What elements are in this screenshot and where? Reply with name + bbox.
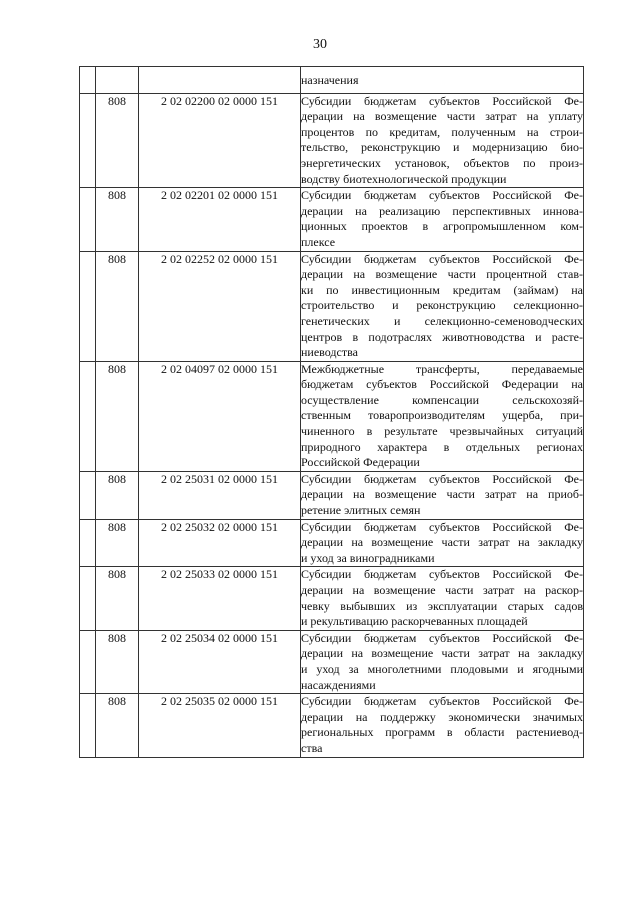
margin-cell xyxy=(80,630,96,693)
revenue-code-cell: 2 02 25034 02 0000 151 xyxy=(139,630,301,693)
name-line: чиненного в результате чрезвычайных ситуаций xyxy=(301,424,583,439)
name-line: бюджетам субъектов Российской Федерации на xyxy=(301,377,583,392)
admin-code-cell: 808 xyxy=(96,519,139,567)
name-line: ства xyxy=(301,740,323,755)
name-line: энергетических установок, объектов по произ- xyxy=(301,155,583,170)
name-line: водству биотехнологической продукции xyxy=(301,171,507,186)
revenue-code-cell: 2 02 02200 02 0000 151 xyxy=(139,93,301,188)
name-line: природного характера в отдельных регионах xyxy=(301,439,583,454)
margin-cell xyxy=(80,67,96,94)
table-row xyxy=(80,519,584,567)
margin-cell xyxy=(80,519,96,567)
name-line: осуществление компенсации сельскохозяй- xyxy=(301,392,583,407)
name-line: насаждениями xyxy=(301,677,376,692)
name-line: дерации на возмещение части затрат на приоб- xyxy=(301,487,583,502)
name-line: Межбюджетные трансферты, передаваемые xyxy=(301,361,583,376)
budget-classification-table xyxy=(79,66,584,758)
name-line: генетических и селекционно-семеноводческих xyxy=(301,313,583,328)
table-row xyxy=(80,251,584,361)
revenue-name-cell xyxy=(301,361,584,471)
name-line: дерации на возмещение части затрат на уплату xyxy=(301,109,583,124)
revenue-name-cell xyxy=(301,471,584,519)
name-line: Субсидии бюджетам субъектов Российской Фе- xyxy=(301,694,583,709)
name-line: Субсидии бюджетам субъектов Российской Фе- xyxy=(301,471,583,486)
revenue-name-cell xyxy=(301,67,584,94)
name-line: ционных проектов в агропромышленном ком- xyxy=(301,219,583,234)
table-row xyxy=(80,188,584,251)
table-row xyxy=(80,93,584,188)
revenue-name-cell xyxy=(301,694,584,757)
admin-code-cell: 808 xyxy=(96,251,139,361)
table-row xyxy=(80,67,584,94)
name-line: дерации на поддержку экономически значимых xyxy=(301,709,583,724)
revenue-code-cell: 2 02 25031 02 0000 151 xyxy=(139,471,301,519)
name-line: процентов по кредитам, полученным на строи- xyxy=(301,124,583,139)
revenue-code-cell: 2 02 25033 02 0000 151 xyxy=(139,567,301,630)
name-line: региональных программ в области растениевод- xyxy=(301,725,583,740)
margin-cell xyxy=(80,471,96,519)
revenue-name-cell xyxy=(301,567,584,630)
name-line: ки по инвестиционным кредитам (займам) на xyxy=(301,282,583,297)
table-row xyxy=(80,361,584,471)
table-row xyxy=(80,471,584,519)
name-line: центров в подотраслях животноводства и расте- xyxy=(301,329,583,344)
revenue-code-cell: 2 02 04097 02 0000 151 xyxy=(139,361,301,471)
name-line: дерации на реализацию перспективных иннова- xyxy=(301,203,583,218)
name-line: дерации на возмещение части затрат на закладку xyxy=(301,535,583,550)
admin-code-cell: 808 xyxy=(96,694,139,757)
name-line: плексе xyxy=(301,234,336,249)
revenue-code-cell: 2 02 02201 02 0000 151 xyxy=(139,188,301,251)
name-line: и уход за многолетними плодовыми и ягодными xyxy=(301,661,583,676)
revenue-name-cell xyxy=(301,519,584,567)
name-line: и рекультивацию раскорчеванных площадей xyxy=(301,614,528,629)
revenue-name-cell xyxy=(301,188,584,251)
margin-cell xyxy=(80,188,96,251)
revenue-code-cell: 2 02 25035 02 0000 151 xyxy=(139,694,301,757)
admin-code-cell xyxy=(96,67,139,94)
name-line: Субсидии бюджетам субъектов Российской Фе- xyxy=(301,188,583,203)
revenue-code-cell: 2 02 25032 02 0000 151 xyxy=(139,519,301,567)
revenue-name-cell xyxy=(301,630,584,693)
margin-cell xyxy=(80,694,96,757)
name-line: ственным товаропроизводителям ущерба, при- xyxy=(301,408,583,423)
name-line: назначения xyxy=(301,73,359,87)
name-line: Субсидии бюджетам субъектов Российской Фе- xyxy=(301,519,583,534)
margin-cell xyxy=(80,567,96,630)
name-line: дерации на возмещение части затрат на закладку xyxy=(301,646,583,661)
revenue-name-cell xyxy=(301,251,584,361)
page-number: 30 xyxy=(313,37,327,52)
admin-code-cell: 808 xyxy=(96,93,139,188)
revenue-code-cell: 2 02 02252 02 0000 151 xyxy=(139,251,301,361)
name-line: дерации на возмещение части процентной став- xyxy=(301,267,583,282)
admin-code-cell: 808 xyxy=(96,567,139,630)
name-line: Субсидии бюджетам субъектов Российской Фе- xyxy=(301,93,583,108)
name-line: Российской Федерации xyxy=(301,455,420,470)
name-line: строительство и реконструкцию селекционно- xyxy=(301,298,583,313)
admin-code-cell: 808 xyxy=(96,361,139,471)
admin-code-cell: 808 xyxy=(96,188,139,251)
margin-cell xyxy=(80,361,96,471)
revenue-name-cell xyxy=(301,93,584,188)
table-row xyxy=(80,567,584,630)
margin-cell xyxy=(80,251,96,361)
name-line: и уход за виноградниками xyxy=(301,550,435,565)
table-row xyxy=(80,694,584,757)
table-row xyxy=(80,630,584,693)
name-line: ретение элитных семян xyxy=(301,503,421,518)
name-line: Субсидии бюджетам субъектов Российской Фе- xyxy=(301,251,583,266)
name-line: Субсидии бюджетам субъектов Российской Фе- xyxy=(301,630,583,645)
margin-cell xyxy=(80,93,96,188)
name-line: Субсидии бюджетам субъектов Российской Фе- xyxy=(301,567,583,582)
name-line: дерации на возмещение части затрат на раскор- xyxy=(301,583,583,597)
name-line: тельство, реконструкцию и модернизацию био- xyxy=(301,140,583,155)
name-line: чевку выбывших из эксплуатации старых садов xyxy=(301,598,583,613)
admin-code-cell: 808 xyxy=(96,471,139,519)
admin-code-cell: 808 xyxy=(96,630,139,693)
revenue-code-cell xyxy=(139,67,301,94)
name-line: ниеводства xyxy=(301,345,358,360)
